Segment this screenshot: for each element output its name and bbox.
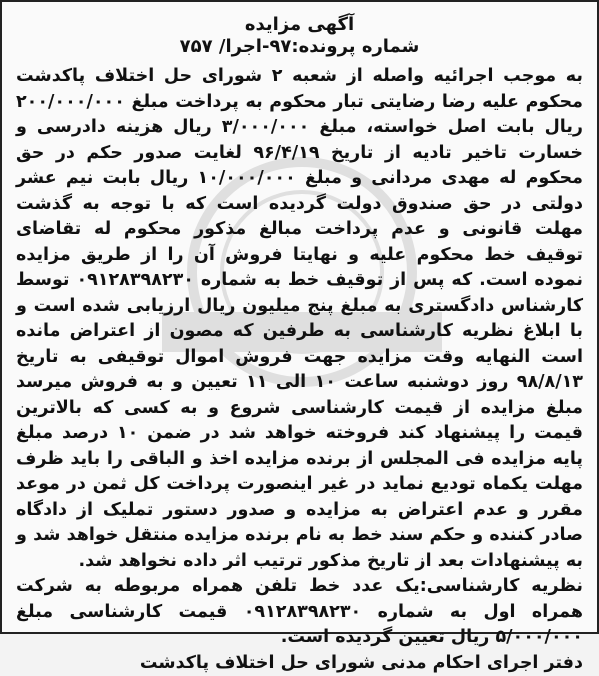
expert-opinion: نظریه کارشناسی:یک عدد خط تلفن همراه مربوطه به شرکت همراه اول به شماره ۰۹۱۲۸۳۹۸۲۳۰ قیمت کارشناسی مبلغ ۵/۰۰۰/۰۰۰ ریال تعیین گردیده است. [16, 574, 583, 651]
issuer-footer: دفتر اجرای احکام مدنی شورای حل اختلاف پاکدشت [16, 651, 583, 676]
notice-content [2, 2, 597, 676]
case-number: شماره پرونده:۹۷-اجرا/ ۷۵۷ [16, 36, 583, 58]
notice-title: آگهی مزایده [16, 14, 583, 36]
notice-body: به موجب اجرائیه واصله از شعبه ۲ شورای حل اختلاف پاکدشت محکوم علیه رضا رضایتی تبار محکوم به پرداخت مبلغ ۲۰۰/۰۰۰/۰۰۰ ریال بابت اصل خواسته، مبلغ ۳/۰۰۰/۰۰۰ ریال هزینه دادرسی و خسارت تاخیر تادیه از تاریخ ۹۶/۴/۱۹ لغایت صدور حکم در حق محکوم له مهدی مردانی و مبلغ ۱۰/۰۰۰/۰۰۰ ریال بابت نیم عشر دولتی در حق صندوق دولت گردیده است که با توجه به گذشت مهلت قانونی و عدم پرداخت مبالغ مذکور محکوم له تقاضای توقیف خط محکوم علیه و نهایتا فروش آن را از طریق مزایده نموده است. که پس از توقیف خط به شماره ۰۹۱۲۸۳۹۸۲۳۰ توسط کارشناس دادگستری به مبلغ پنج میلیون ریال ارزیابی شده است و با ابلاغ نظریه کارشناسی به طرفین که مصون از اعتراض مانده است النهایه وقت مزایده جهت فروش اموال توقیفی به تاریخ ۹۸/۸/۱۳ روز دوشنبه ساعت ۱۰ الی ۱۱ تعیین و به فروش میرسد مبلغ مزایده از قیمت کارشناسی شروع و به کسی که بالاترین قیمت را پیشنهاد کند فروخته خواهد شد در ضمن ۱۰ درصد مبلغ پایه مزایده فی المجلس از برنده مزایده اخذ و الباقی را باید ظرف مهلت یکماه تودیع نماید در غیر اینصورت پرداخت کل ثمن در موعد مقرر و عدم اعتراض به مزایده و صدور دستور تملیک از دادگاه صادر کننده و حکم سند خط به نام برنده مزایده منتقل خواهد شد و به پیشنهادات بعد از تاریخ مذکور ترتیب اثر داده نخواهد شد. [16, 64, 583, 574]
